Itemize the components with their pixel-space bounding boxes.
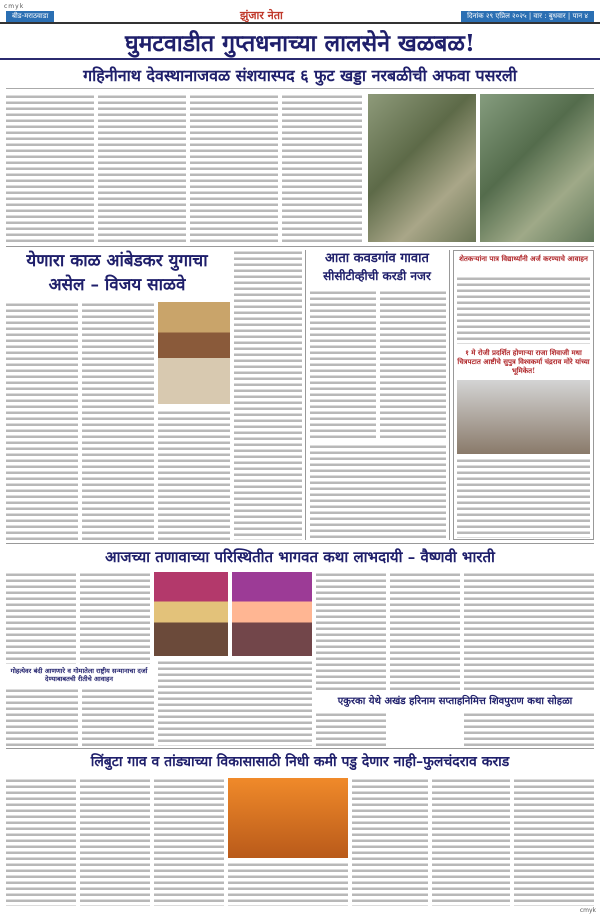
- section-tag: बीड-मराठवाडा: [6, 11, 54, 22]
- film-text: [457, 458, 590, 538]
- divider: [305, 250, 306, 540]
- limbuta-text-col-4: [228, 862, 348, 906]
- gohatya-text-col-3: [158, 660, 312, 746]
- lead-photo-pit-1: [368, 94, 476, 242]
- cctv-text-col-1: [310, 290, 376, 440]
- ambedkar-photo: [158, 302, 230, 404]
- divider: [6, 543, 594, 544]
- film-poster-photo: [457, 380, 590, 454]
- harinam-text-col-1: [316, 712, 386, 746]
- harinam-headline: एकुरका येथे अखंड हरिनाम सप्ताहनिमित्त शिवपुराण कथा सोहळा: [337, 696, 573, 707]
- farmers-text: [457, 276, 590, 344]
- bhagwat-text-col-5: [464, 572, 594, 692]
- lead-story-text-col-3: [190, 94, 278, 242]
- lead-story-text-col-4: [282, 94, 362, 242]
- lead-headline: घुमटवाडीत गुप्तधनाच्या लालसेने खळबळ!: [0, 28, 600, 60]
- divider: [6, 246, 594, 247]
- ambedkar-text-col-2: [82, 302, 154, 540]
- ambedkar-headline-line-2: असेल – विजय साळवे: [48, 275, 186, 295]
- limbuta-text-col-2: [80, 778, 150, 906]
- cctv-headline-line-2: सीसीटीव्हीची करडी नजर: [323, 269, 431, 283]
- ambedkar-text-col-1: [6, 302, 78, 540]
- bhagwat-text-col-2: [80, 572, 150, 664]
- limbuta-text-col-6: [432, 778, 510, 906]
- newspaper-title: झुंजार नेता: [240, 9, 283, 22]
- limbuta-photo: [228, 778, 348, 858]
- ambedkar-headline-line-1: येणारा काळ आंबेडकर युगाचा: [26, 251, 208, 271]
- gohatya-text-col-2: [82, 688, 154, 746]
- ambedkar-text-col-3: [158, 410, 230, 540]
- harinam-text-col-2: [464, 712, 594, 746]
- gohatya-headline: गोहत्येवर बंदी आणणारे व गोमातेला राष्ट्रीय सन्मानाचा दर्जा देण्याबाबतची रीतीचे आवाहन: [10, 667, 148, 683]
- cctv-text-col-3: [310, 444, 446, 540]
- date-page-tag: दिनांक २९ एप्रिल २०२५ | वार : बुधवार | पान ४: [461, 11, 594, 22]
- bhagwat-headline: आजच्या तणावाच्या परिस्थितीत भागवत कथा लाभदायी – वैष्णवी भारती: [105, 548, 495, 566]
- lead-subheadline: गहिनीनाथ देवस्थानाजवळ संशयास्पद ६ फुट खड्डा नरबळीची अफवा पसरली: [6, 63, 594, 89]
- masthead: [0, 10, 600, 24]
- lead-photo-pit-2: [480, 94, 594, 242]
- limbuta-text-col-7: [514, 778, 594, 906]
- film-headline: १ मे रोजी प्रदर्शित होणाऱ्या राजा शिवाजी मधा चित्रपटात आष्टीचे सुपुत्र विश्वकर्मा चंद्रराव मोरे यांच्या भूमिकेत!: [457, 348, 590, 375]
- limbuta-text-col-1: [6, 778, 76, 906]
- color-registration-mark: cmyk: [4, 3, 25, 10]
- limbuta-text-col-5: [352, 778, 428, 906]
- lead-story-text-col-2: [98, 94, 186, 242]
- farmers-headline: शेतकऱ्यांना पात्र विद्यार्थ्यांनी अर्ज करण्याचे आवाहन: [459, 254, 588, 263]
- cctv-headline-line-1: आता कवडगांव गावात: [325, 251, 429, 266]
- color-registration-mark-bottom: cmyk: [579, 907, 596, 914]
- divider: [449, 250, 450, 540]
- bhagwat-text-col-3: [316, 572, 386, 692]
- divider: [6, 748, 594, 749]
- bhagwat-text-col-4: [390, 572, 460, 692]
- limbuta-text-col-3: [154, 778, 224, 906]
- ambedkar-text-col-4: [234, 250, 302, 540]
- bhagwat-text-col-1: [6, 572, 76, 664]
- bhagwat-photo-1: [154, 572, 228, 656]
- bhagwat-photo-2: [232, 572, 312, 656]
- lead-story-text-col-1: [6, 94, 94, 242]
- gohatya-text-col-1: [6, 688, 78, 746]
- cctv-text-col-2: [380, 290, 446, 440]
- limbuta-headline: लिंबुटा गाव व तांड्याच्या विकासासाठी निधी कमी पडु देणार नाही–फुलचंदराव कराड: [90, 754, 510, 770]
